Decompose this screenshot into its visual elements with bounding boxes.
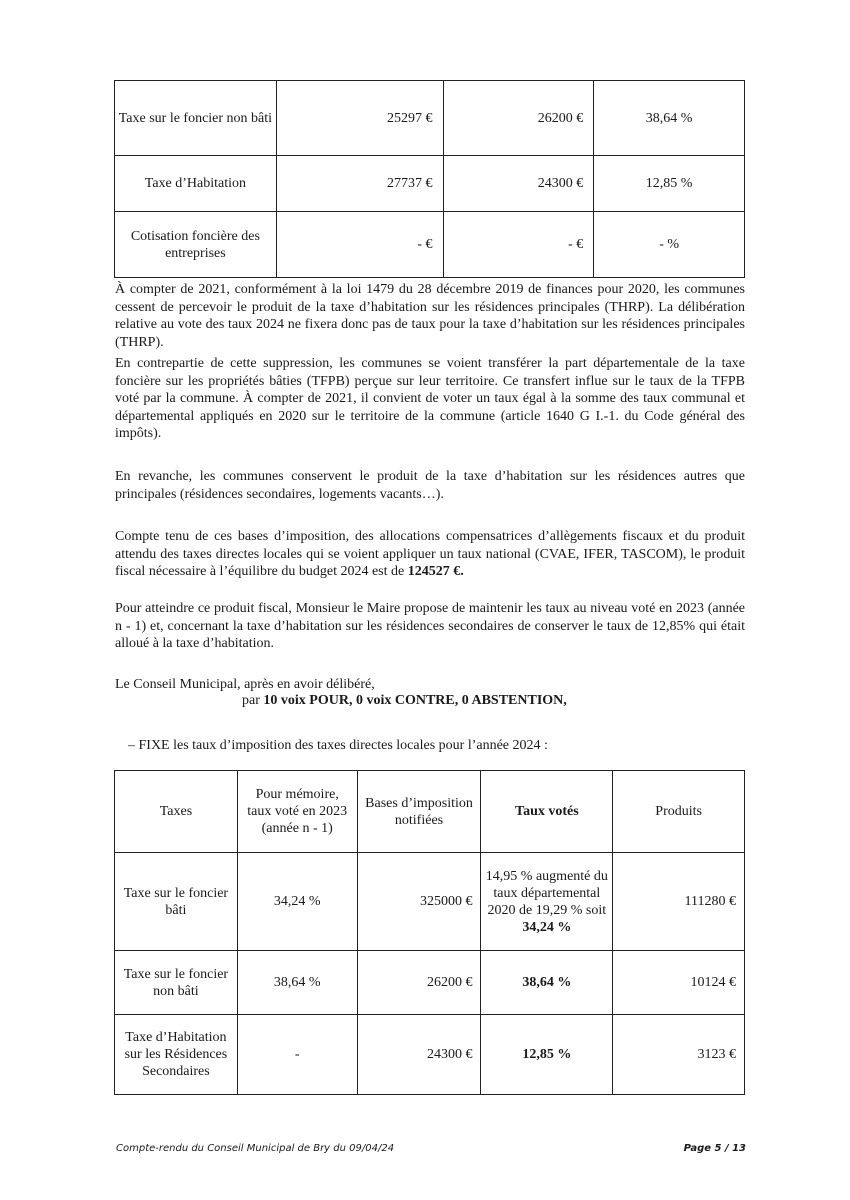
rates-2024-table xyxy=(114,770,745,1095)
header-bases: Bases d’imposition notifiées xyxy=(357,771,481,853)
header-produits: Produits xyxy=(613,771,745,853)
paragraph-maire: Pour atteindre ce produit fiscal, Monsieur le Maire propose de maintenir les taux au niveau voté en 2023 (année n - 1) et, concernant la taxe d’habitation sur les résidences secondaires de conserver le taux de 12,85% qui était alloué à la taxe d’habitation. xyxy=(115,601,745,652)
produit-fiscal-amount: 124527 €. xyxy=(407,564,464,580)
table-row xyxy=(115,81,745,156)
voted-rate-value: 12,85 % xyxy=(522,1047,572,1062)
produit-amount: 10124 € xyxy=(613,951,745,1015)
memo-rate: 34,24 % xyxy=(237,853,357,951)
vote-result xyxy=(242,693,567,709)
table-row xyxy=(115,1015,745,1095)
base-2023: 25297 € xyxy=(276,81,443,156)
base-amount: 26200 € xyxy=(357,951,481,1015)
tax-label: Taxe sur le foncier non bâti xyxy=(115,81,277,156)
header-taux: Taux votés xyxy=(481,771,613,853)
tax-name: Taxe d’Habitation sur les Résidences Secondaires xyxy=(115,1015,238,1095)
tax-name: Taxe sur le foncier non bâti xyxy=(115,951,238,1015)
paragraph-conseil: Le Conseil Municipal, après en avoir délibéré, xyxy=(115,677,375,692)
table-row xyxy=(115,212,745,278)
voted-rate xyxy=(481,1015,613,1095)
produit-amount: 3123 € xyxy=(613,1015,745,1095)
paragraph-produit-fiscal xyxy=(115,528,745,581)
memo-rate: 38,64 % xyxy=(237,951,357,1015)
voted-rate xyxy=(481,951,613,1015)
tax-name: Taxe sur le foncier bâti xyxy=(115,853,238,951)
footer-title: Compte-rendu du Conseil Municipal de Bry du 09/04/24 xyxy=(116,1143,395,1154)
base-2023: - € xyxy=(276,212,443,278)
voted-rate-value: 34,24 % xyxy=(522,919,572,935)
header-taxes: Taxes xyxy=(115,771,238,853)
produit-amount: 111280 € xyxy=(613,853,745,951)
base-2024: 24300 € xyxy=(443,156,594,212)
base-amount: 325000 € xyxy=(357,853,481,951)
voted-rate xyxy=(481,853,613,951)
memo-rate: - xyxy=(237,1015,357,1095)
produit-fiscal-text: Compte tenu de ces bases d’imposition, des allocations compensatrices d’allègements fiscaux et du produit attendu des taxes directes locales qui se voient appliquer un taux national (CVAE, IFER, TASCOM), le produit fiscal nécessaire à l’équilibre du budget 2024 est de xyxy=(115,529,745,580)
tax-rate: 12,85 % xyxy=(594,156,745,212)
voted-rate-text: 14,95 % augmenté du taux départemental 2020 de 19,29 % soit xyxy=(485,868,608,918)
voted-rate-value: 38,64 % xyxy=(522,975,572,990)
vote-prefix: par xyxy=(242,693,264,708)
table-header-row xyxy=(115,771,745,853)
top-tax-table xyxy=(114,80,745,278)
base-2023: 27737 € xyxy=(276,156,443,212)
fixe-line: – FIXE les taux d’imposition des taxes directes locales pour l’année 2024 : xyxy=(128,738,548,753)
page-number: Page 5 / 13 xyxy=(683,1143,746,1154)
tax-rate: 38,64 % xyxy=(594,81,745,156)
paragraph-thrp: À compter de 2021, conformément à la loi 1479 du 28 décembre 2019 de finances pour 2020, les communes cessent de percevoir le produit de la taxe d’habitation sur les résidences principales (THRP). La délibération relative au vote des taux 2024 ne fixera donc pas de taux pour la taxe d’habitation sur les résidences principales (THRP). xyxy=(115,282,745,350)
vote-counts: 10 voix POUR, 0 voix CONTRE, 0 ABSTENTION, xyxy=(263,693,567,708)
tax-label: Taxe d’Habitation xyxy=(115,156,277,212)
base-amount: 24300 € xyxy=(357,1015,481,1095)
base-2024: 26200 € xyxy=(443,81,594,156)
table-row xyxy=(115,156,745,212)
paragraph-residences: En revanche, les communes conservent le produit de la taxe d’habitation sur les résidences autres que principales (résidences secondaires, logements vacants…). xyxy=(115,469,745,502)
table-row xyxy=(115,951,745,1015)
paragraph-tfpb: En contrepartie de cette suppression, les communes se voient transférer la part départementale de la taxe foncière sur les propriétés bâties (TFPB) perçue sur leur territoire. Ce transfert influe sur le taux de la TFPB voté par la commune. À compter de 2021, il convient de voter un taux égal à la somme des taux communal et départemental appliqués en 2020 sur le territoire de la commune (article 1640 G I.-1. du Code général des impôts). xyxy=(115,356,745,442)
tax-label: Cotisation foncière des entreprises xyxy=(115,212,277,278)
base-2024: - € xyxy=(443,212,594,278)
tax-rate: - % xyxy=(594,212,745,278)
header-memo: Pour mémoire, taux voté en 2023 (année n - 1) xyxy=(237,771,357,853)
table-row xyxy=(115,853,745,951)
